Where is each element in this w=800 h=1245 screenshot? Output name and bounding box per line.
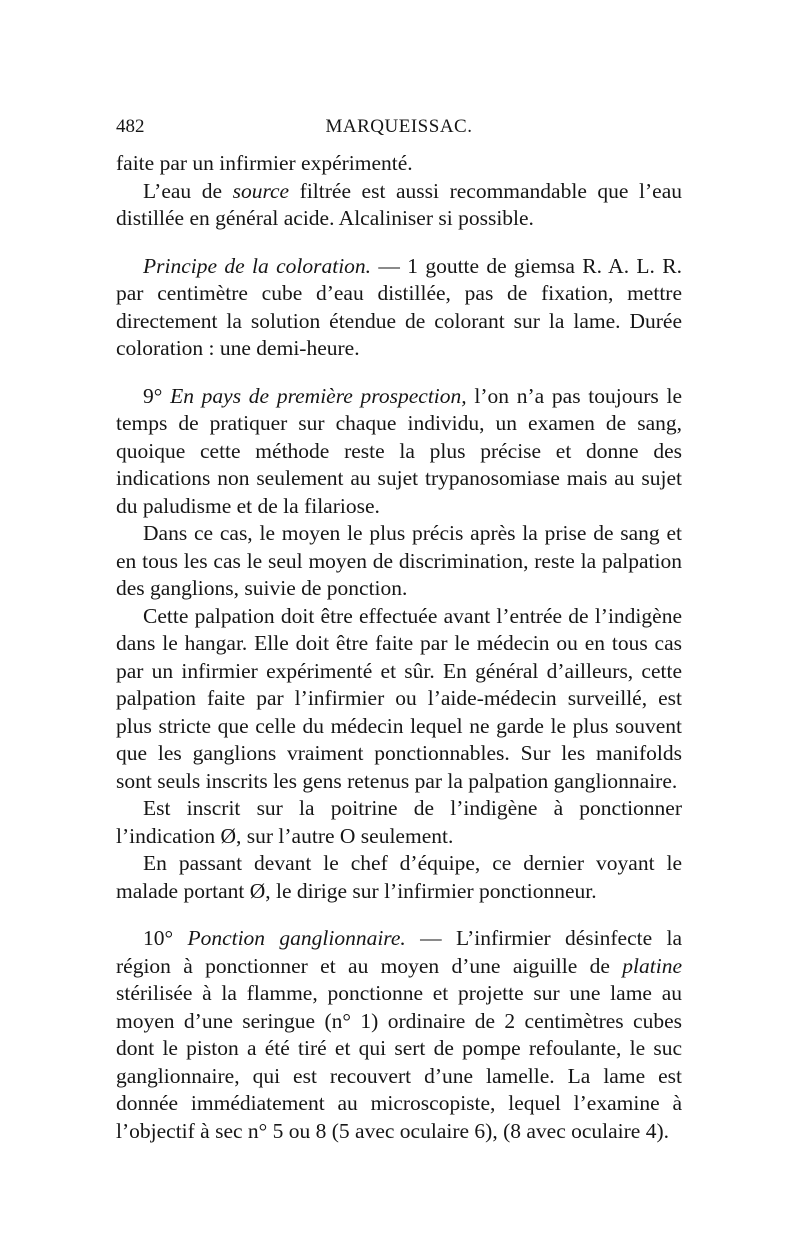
page-body <box>116 150 682 1145</box>
page-header <box>116 116 682 146</box>
paragraph-text: Dans ce cas, le moyen le plus précis après la prise de sang et en tous les cas le seul moyen de discrimination, reste la palpation des ganglions, suivie de ponction. <box>116 521 682 600</box>
section-run-in-heading: En pays de première prospection, <box>170 383 467 408</box>
paragraph-text: — L’infirmier désinfecte la région à ponctionner et au moyen d’une aiguille de <box>116 926 682 978</box>
section-run-in-heading: Ponction ganglionnaire. <box>187 926 406 950</box>
section-run-in-heading: Principe de la coloration. <box>143 253 372 278</box>
paragraph-text: faite par un infirmier expérimenté. <box>116 151 413 175</box>
paragraph-text: Cette palpation doit être effectuée avant l’entrée de l’indigène dans le hangar. Elle doit être faite par le médecin ou en tous cas par un infirmier expérimenté et sûr. En général d’ailleurs, cette palpation faite par l’infirmier ou l’aide-médecin surveillé, est plus stricte que celle du médecin lequel ne garde le plus souvent que les ganglions vraiment ponctionnables. Sur les manifolds sont seuls inscrits les gens retenus par la palpation ganglionnaire. <box>116 603 682 793</box>
paragraph-palpation-procedure <box>116 603 682 796</box>
paragraph-continuation <box>116 150 682 178</box>
emphasis-word: source <box>232 178 290 203</box>
paragraph-palpation-means <box>116 520 682 603</box>
running-title: MARQUEISSAC. <box>325 116 473 137</box>
paragraph-text: En passant devant le chef d’équipe, ce dernier voyant le malade portant Ø, le dirige sur l’infirmier ponctionneur. <box>116 851 682 903</box>
paragraph-text: L’eau de <box>143 178 233 203</box>
paragraph-text: Est inscrit sur la poitrine de l’indigène à ponctionner l’indication Ø, sur l’autre O seulement. <box>116 796 682 848</box>
paragraph-ganglion-puncture <box>116 925 682 1145</box>
paragraph-source-water <box>116 178 682 233</box>
paragraph-team-leader <box>116 850 682 905</box>
paragraph-text: — 1 goutte de giemsa R. A. L. R. par centimètre cube d’eau distillée, pas de fixation, mettre directement la solution étendue de colorant sur la lame. Durée coloration : une demi-heure. <box>116 253 682 360</box>
paragraph-inscription <box>116 795 682 850</box>
section-number: 10° <box>143 926 188 950</box>
paragraph-text: l’on n’a pas toujours le temps de pratiquer sur chaque individu, un examen de sang, quoique cette méthode reste la plus précise et donne des indications non seulement au sujet trypanosomiase mais au sujet du paludisme et de la filariose. <box>116 383 682 518</box>
page-number: 482 <box>116 116 145 137</box>
paragraph-first-prospection <box>116 383 682 521</box>
emphasis-word: platine <box>622 953 682 978</box>
paragraph-text: filtrée est aussi recommandable que l’eau distillée en général acide. Alcaliniser si possible. <box>116 178 682 230</box>
paragraph-coloration <box>116 253 682 363</box>
paragraph-text: stérilisée à la flamme, ponctionne et projette sur une lame au moyen d’une seringue (n° 1) ordinaire de 2 centimètres cubes dont le piston a été tiré et qui sert de pompe refoulante, le suc ganglionnaire, qui est recouvert d’une lamelle. La lame est donnée immédiatement au microscopiste, lequel l’examine à l’objectif à sec n° 5 ou 8 (5 avec oculaire 6), (8 avec oculaire 4). <box>116 981 682 1143</box>
section-number: 9° <box>143 383 171 408</box>
